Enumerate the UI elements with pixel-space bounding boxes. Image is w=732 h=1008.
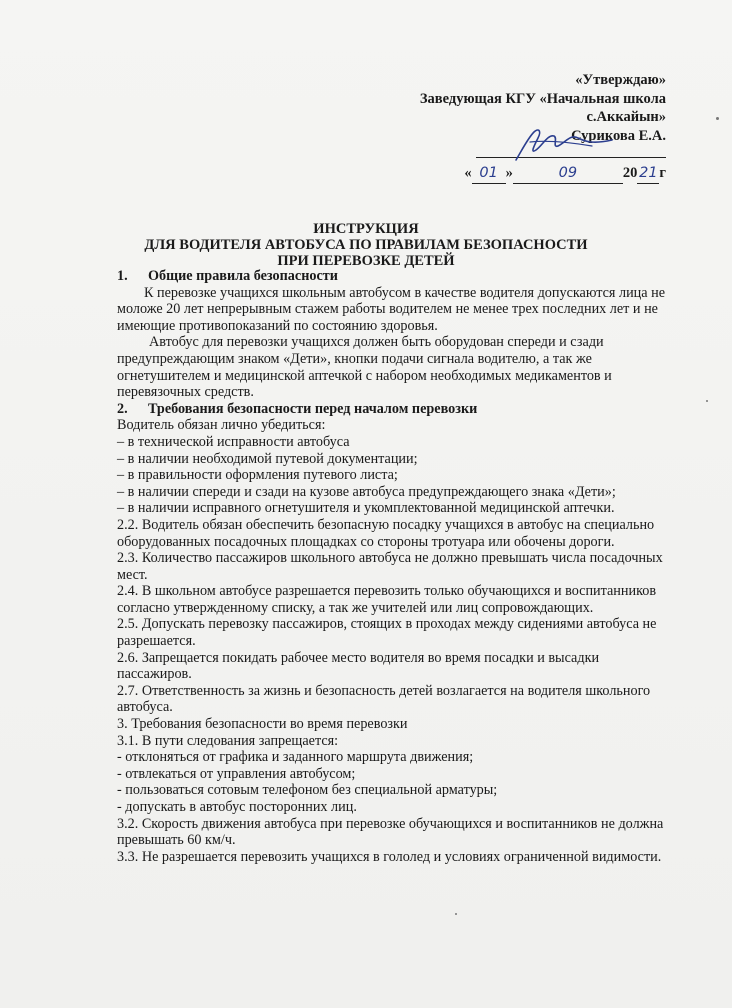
title-line-2: ДЛЯ ВОДИТЕЛЯ АВТОБУСА ПО ПРАВИЛАМ БЕЗОПАСНОСТИ [144,237,588,253]
document-title [0,221,732,269]
date-year: 21 [637,164,659,184]
paragraph-2-7: 2.7. Ответственность за жизнь и безопасность детей возлагается на водителя школьного автобуса. [117,682,651,716]
paragraph-2-6: 2.6. Запрещается покидать рабочее место водителя во время посадки и высадки пассажиров. [117,649,600,683]
title-line-3: ПРИ ПЕРЕВОЗКЕ ДЕТЕЙ [277,253,455,269]
approval-line-position: Заведующая КГУ «Начальная школа [419,90,666,107]
scan-speck [455,913,457,915]
title-line-1: ИНСТРУКЦИЯ [313,221,419,237]
handwritten-signature [508,120,618,168]
list-item: - отклоняться от графика и заданного маршрута движения; [117,749,474,766]
paragraph-3-2: 3.2. Скорость движения автобуса при перевозке обучающихся и воспитанников не должна превышать 60 км/ч. [117,815,664,849]
section-3-heading: 3. Требования безопасности во время перевозки [117,716,408,733]
approval-line-name: Сурикова Е.А. [571,127,666,144]
approval-date: « 01 » 09 20 21 г [366,164,666,184]
scan-speck [706,400,708,402]
list-item: – в правильности оформления путевого листа; [117,467,398,484]
paragraph-2-4: 2.4. В школьном автобусе разрешается перевозить только обучающихся и воспитанников согласно утвержденному списку, а так же учителей или лиц сопровождающих. [117,583,657,616]
section-2-intro: Водитель обязан лично убедиться: [117,417,326,434]
approval-title: «Утверждаю» [575,72,666,88]
paragraph-3-1: 3.1. В пути следования запрещается: [117,732,339,749]
approval-line-school: с.Аккайын» [586,109,666,125]
list-item: – в наличии исправного огнетушителя и укомплектованной медицинской аптечки. [117,500,615,517]
list-item: - пользоваться сотовым телефоном без специальной арматуры; [117,782,498,799]
paragraph-3-3: 3.3. Не разрешается перевозить учащихся в гололед и условиях ограниченной видимости. [117,848,662,865]
section-2-heading: 2. Требования безопасности перед началом перевозки [117,400,478,417]
paragraph-2-3: 2.3. Количество пассажиров школьного автобуса не должно превышать числа посадочных мест. [117,550,663,583]
list-item: – в наличии необходимой путевой документации; [117,450,418,467]
list-item: – в технической исправности автобуса [117,433,350,450]
date-day: 01 [472,164,506,184]
document-body [117,268,677,865]
list-item: – в наличии спереди и сзади на кузове автобуса предупреждающего знака «Дети»; [117,483,616,500]
section-1-paragraph-2: Автобус для перевозки учащихся должен быть оборудован спереди и сзади предупреждающим знаком «Дети», кнопки подачи сигнала водителю, а так же огнетушителем и медицинской аптечкой с набором необходимых медикаментов и перевязочных средств. [117,334,612,401]
paragraph-2-5: 2.5. Допускать перевозку пассажиров, стоящих в проходах между сидениями автобуса не разрешается. [117,616,657,650]
date-month: 09 [513,164,623,184]
section-1-paragraph-1: К перевозке учащихся школьным автобусом в качестве водителя допускаются лица не моложе 20 лет непрерывным стажем работы водителем не менее трех последних лет и не имеющие противопоказаний по состоянию здоровья. [117,284,666,334]
section-1-heading: 1. Общие правила безопасности [117,268,338,284]
paragraph-2-2: 2.2. Водитель обязан обеспечить безопасную посадку учащихся в автобус на специально оборудованных посадочных площадках со стороны тротуара или обочены дороги. [117,516,655,550]
list-item: - отвлекаться от управления автобусом; [117,765,356,782]
list-item: - допускать в автобус посторонних лиц. [117,799,357,815]
scan-speck [716,117,719,120]
